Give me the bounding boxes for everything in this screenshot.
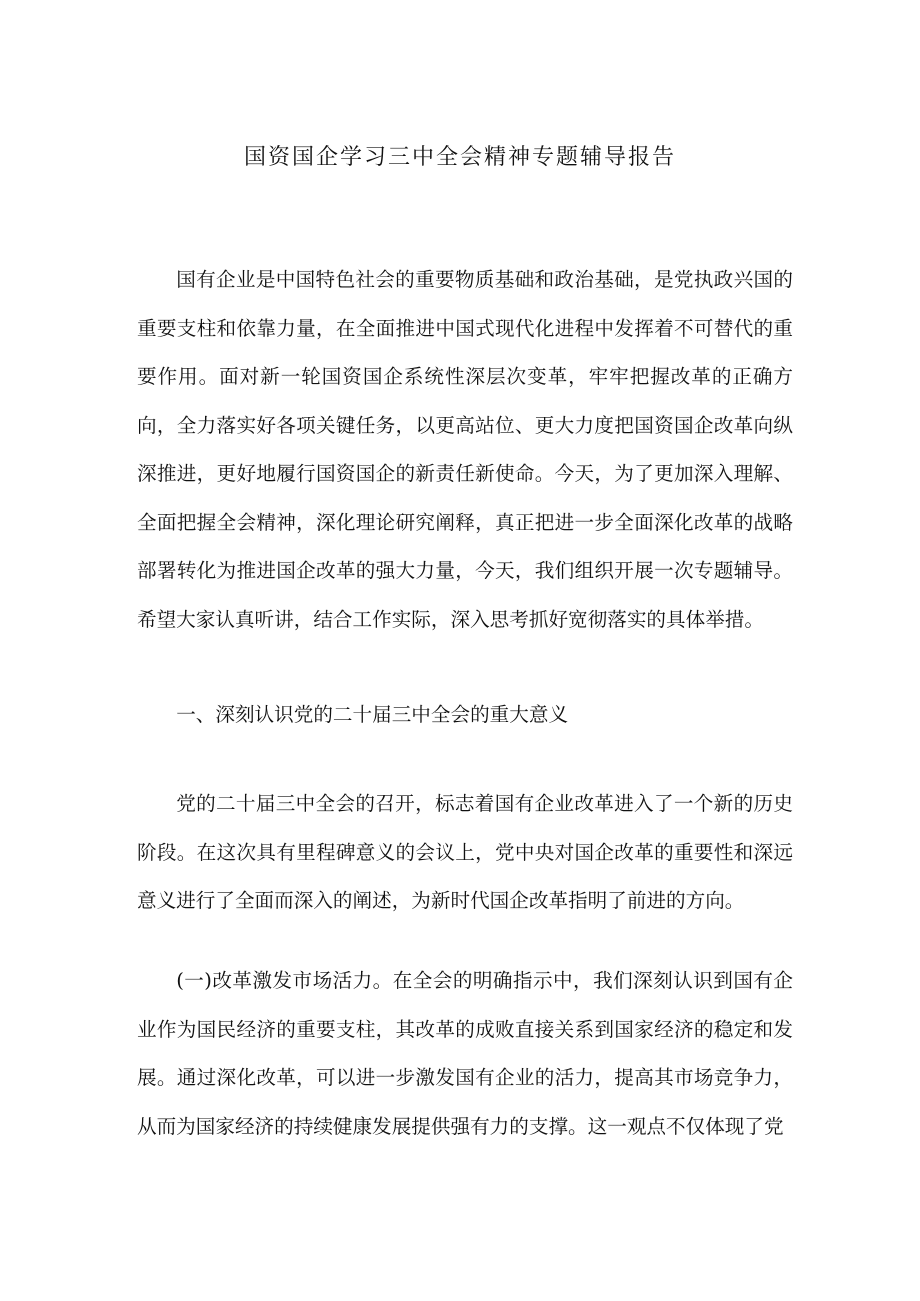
- document-title: 国资国企学习三中全会精神专题辅导报告: [243, 145, 676, 170]
- section-heading-1: 一、深刻认识党的二十届三中全会的重大意义: [176, 703, 569, 726]
- section1-paragraph-2: (一)改革激发市场活力。在全会的明确指示中，我们深刻认识到国有企业作为国民经济的重要支柱，其改革的成败直接关系到国家经济的稳定和发展。通过深化改革，可以进一步激发国有企业的活力，提高其市场竞争力，从而为国家经济的持续健康发展提供强有力的支撑。这一观点不仅体现了党: [137, 969, 793, 1138]
- intro-paragraph: 国有企业是中国特色社会的重要物质基础和政治基础，是党执政兴国的重要支柱和依靠力量，在全面推进中国式现代化进程中发挥着不可替代的重要作用。面对新一轮国资国企系统性深层次变革，牢牢把握改革的正确方向，全力落实好各项关键任务，以更高站位、更大力度把国资国企改革向纵深推进，更好地履行国资国企的新责任新使命。今天，为了更加深入理解、全面把握全会精神，深化理论研究阐释，真正把进一步全面深化改革的战略部署转化为推进国企改革的强大力量，今天，我们组织开展一次专题辅导。希望大家认真听讲，结合工作实际，深入思考抓好宽彻落实的具体举措。: [137, 268, 793, 631]
- section1-paragraph-1: 党的二十届三中全会的召开，标志着国有企业改革进入了一个新的历史阶段。在这次具有里程碑意义的会议上，党中央对国企改革的重要性和深远意义进行了全面而深入的阐述，为新时代国企改革指明了前进的方向。: [137, 792, 793, 912]
